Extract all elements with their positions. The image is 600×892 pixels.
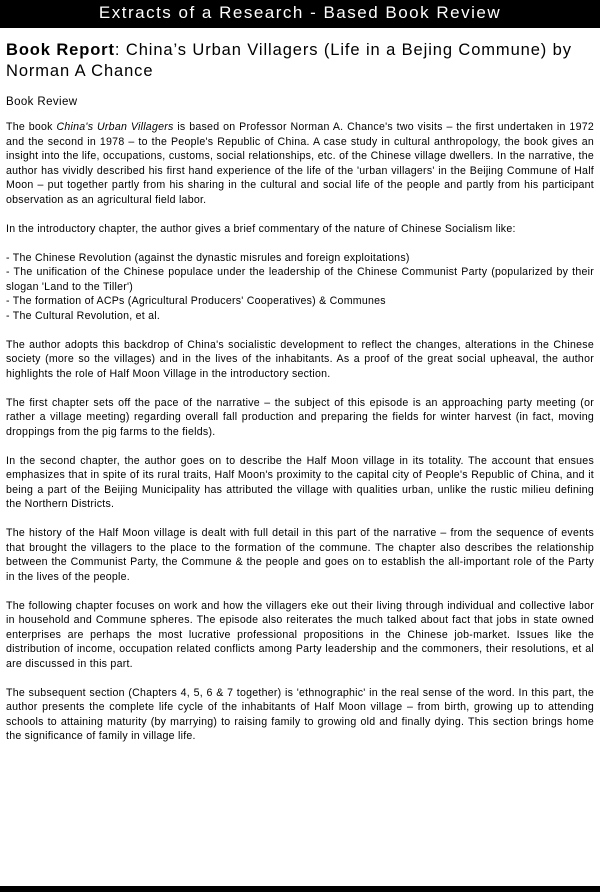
document-body bbox=[0, 28, 600, 744]
paragraph-intro bbox=[6, 120, 594, 207]
book-title-italic: China's Urban Villagers bbox=[56, 121, 174, 133]
report-title bbox=[6, 40, 594, 82]
socialism-list bbox=[6, 251, 594, 324]
list-item: - The Cultural Revolution, et al. bbox=[6, 309, 161, 322]
report-title-text: China’s Urban Villagers (Life in a Bejing Commune) by Norman A Chance bbox=[6, 41, 572, 80]
paragraph-backdrop: The author adopts this backdrop of China's socialistic development to reflect the changes, alterations in the Chinese society (more so the villages) and in the lives of the inhabitants. As a proof of the great social upheaval, the author highlights the role of Half Moon Village in the introductory section. bbox=[6, 338, 594, 380]
list-item: - The formation of ACPs (Agricultural Producers' Cooperatives) & Communes bbox=[6, 295, 386, 307]
report-title-separator: : bbox=[114, 41, 126, 59]
header-banner: Extracts of a Research - Based Book Review bbox=[0, 0, 600, 28]
paragraph-second-chapter: In the second chapter, the author goes on to describe the Half Moon village in its totality. The account that ensues emphasizes that in spite of its rural traits, Half Moon's proximity to the capital city of People's Republic of China, and it being a part of the Beijing Municipality has attributed the village with qualities urban, unlike the rustic milieu defining the Northern Districts. bbox=[6, 454, 594, 510]
bottom-border bbox=[0, 886, 600, 892]
list-item: - The unification of the Chinese populace under the leadership of the Chinese Communist Party (popularized by their slogan 'Land to the Tiller') bbox=[6, 266, 594, 293]
section-label: Book Review bbox=[6, 96, 78, 108]
paragraph-following-chapter: The following chapter focuses on work and how the villagers eke out their living through individual and collective labor in household and Commune spheres. The episode also reiterates the much talked about fact that jobs in state owned enterprises are perhaps the most lucrative professional propositions in the Chinese job-market. Issues like the distribution of income, occupation related conflicts among Party leadership and the commoners, their resolutions, et al are discussed in this part. bbox=[6, 599, 594, 670]
paragraph-history: The history of the Half Moon village is dealt with full detail in this part of the narrative – from the sequence of events that brought the villagers to the place to the formation of the commune. The chapter also describes the relationship between the Communist Party, the Commune & the people and goes on to establish the all-important role of the Party in the lives of the people. bbox=[6, 527, 594, 583]
list-item: - The Chinese Revolution (against the dynastic misrules and foreign exploitations) bbox=[6, 251, 410, 264]
paragraph-first-chapter: The first chapter sets off the pace of the narrative – the subject of this episode is an approaching party meeting (or rather a village meeting) regarding overall fall production and preparing the fields for winter harvest (in fact, moving droppings from the pig farms to the fields). bbox=[6, 396, 594, 438]
paragraph-subsequent-section: The subsequent section (Chapters 4, 5, 6 & 7 together) is 'ethnographic' in the real sense of the word. In this part, the author presents the complete life cycle of the inhabitants of Half Moon village – from birth, growing up to attending schools to attaining maturity (by marrying) to raising family to growing old and finally dying. This section brings home the significance of family in village life. bbox=[6, 686, 594, 742]
paragraph-introductory-chapter: In the introductory chapter, the author gives a brief commentary of the nature of Chinese Socialism like: bbox=[6, 222, 516, 235]
paragraph-intro-post: is based on Professor Norman A. Chance's two visits – the first undertaken in 1972 and the second in 1978 – to the People's Republic of China. A case study in cultural anthropology, the book gives an insight into the life, occupations, customs, social relationships, etc. of the Chinese village dwellers. In the narrative, the author has vividly described his first hand experience of the life of the 'urban villagers' in the Beijing Commune of Half Moon – put together partly from his sharing in the cultural and social life of the people and partly from his participant observation as an agricultural field labor. bbox=[6, 121, 594, 206]
paragraph-intro-pre: The book bbox=[6, 121, 57, 133]
report-label: Book Report bbox=[6, 41, 115, 59]
